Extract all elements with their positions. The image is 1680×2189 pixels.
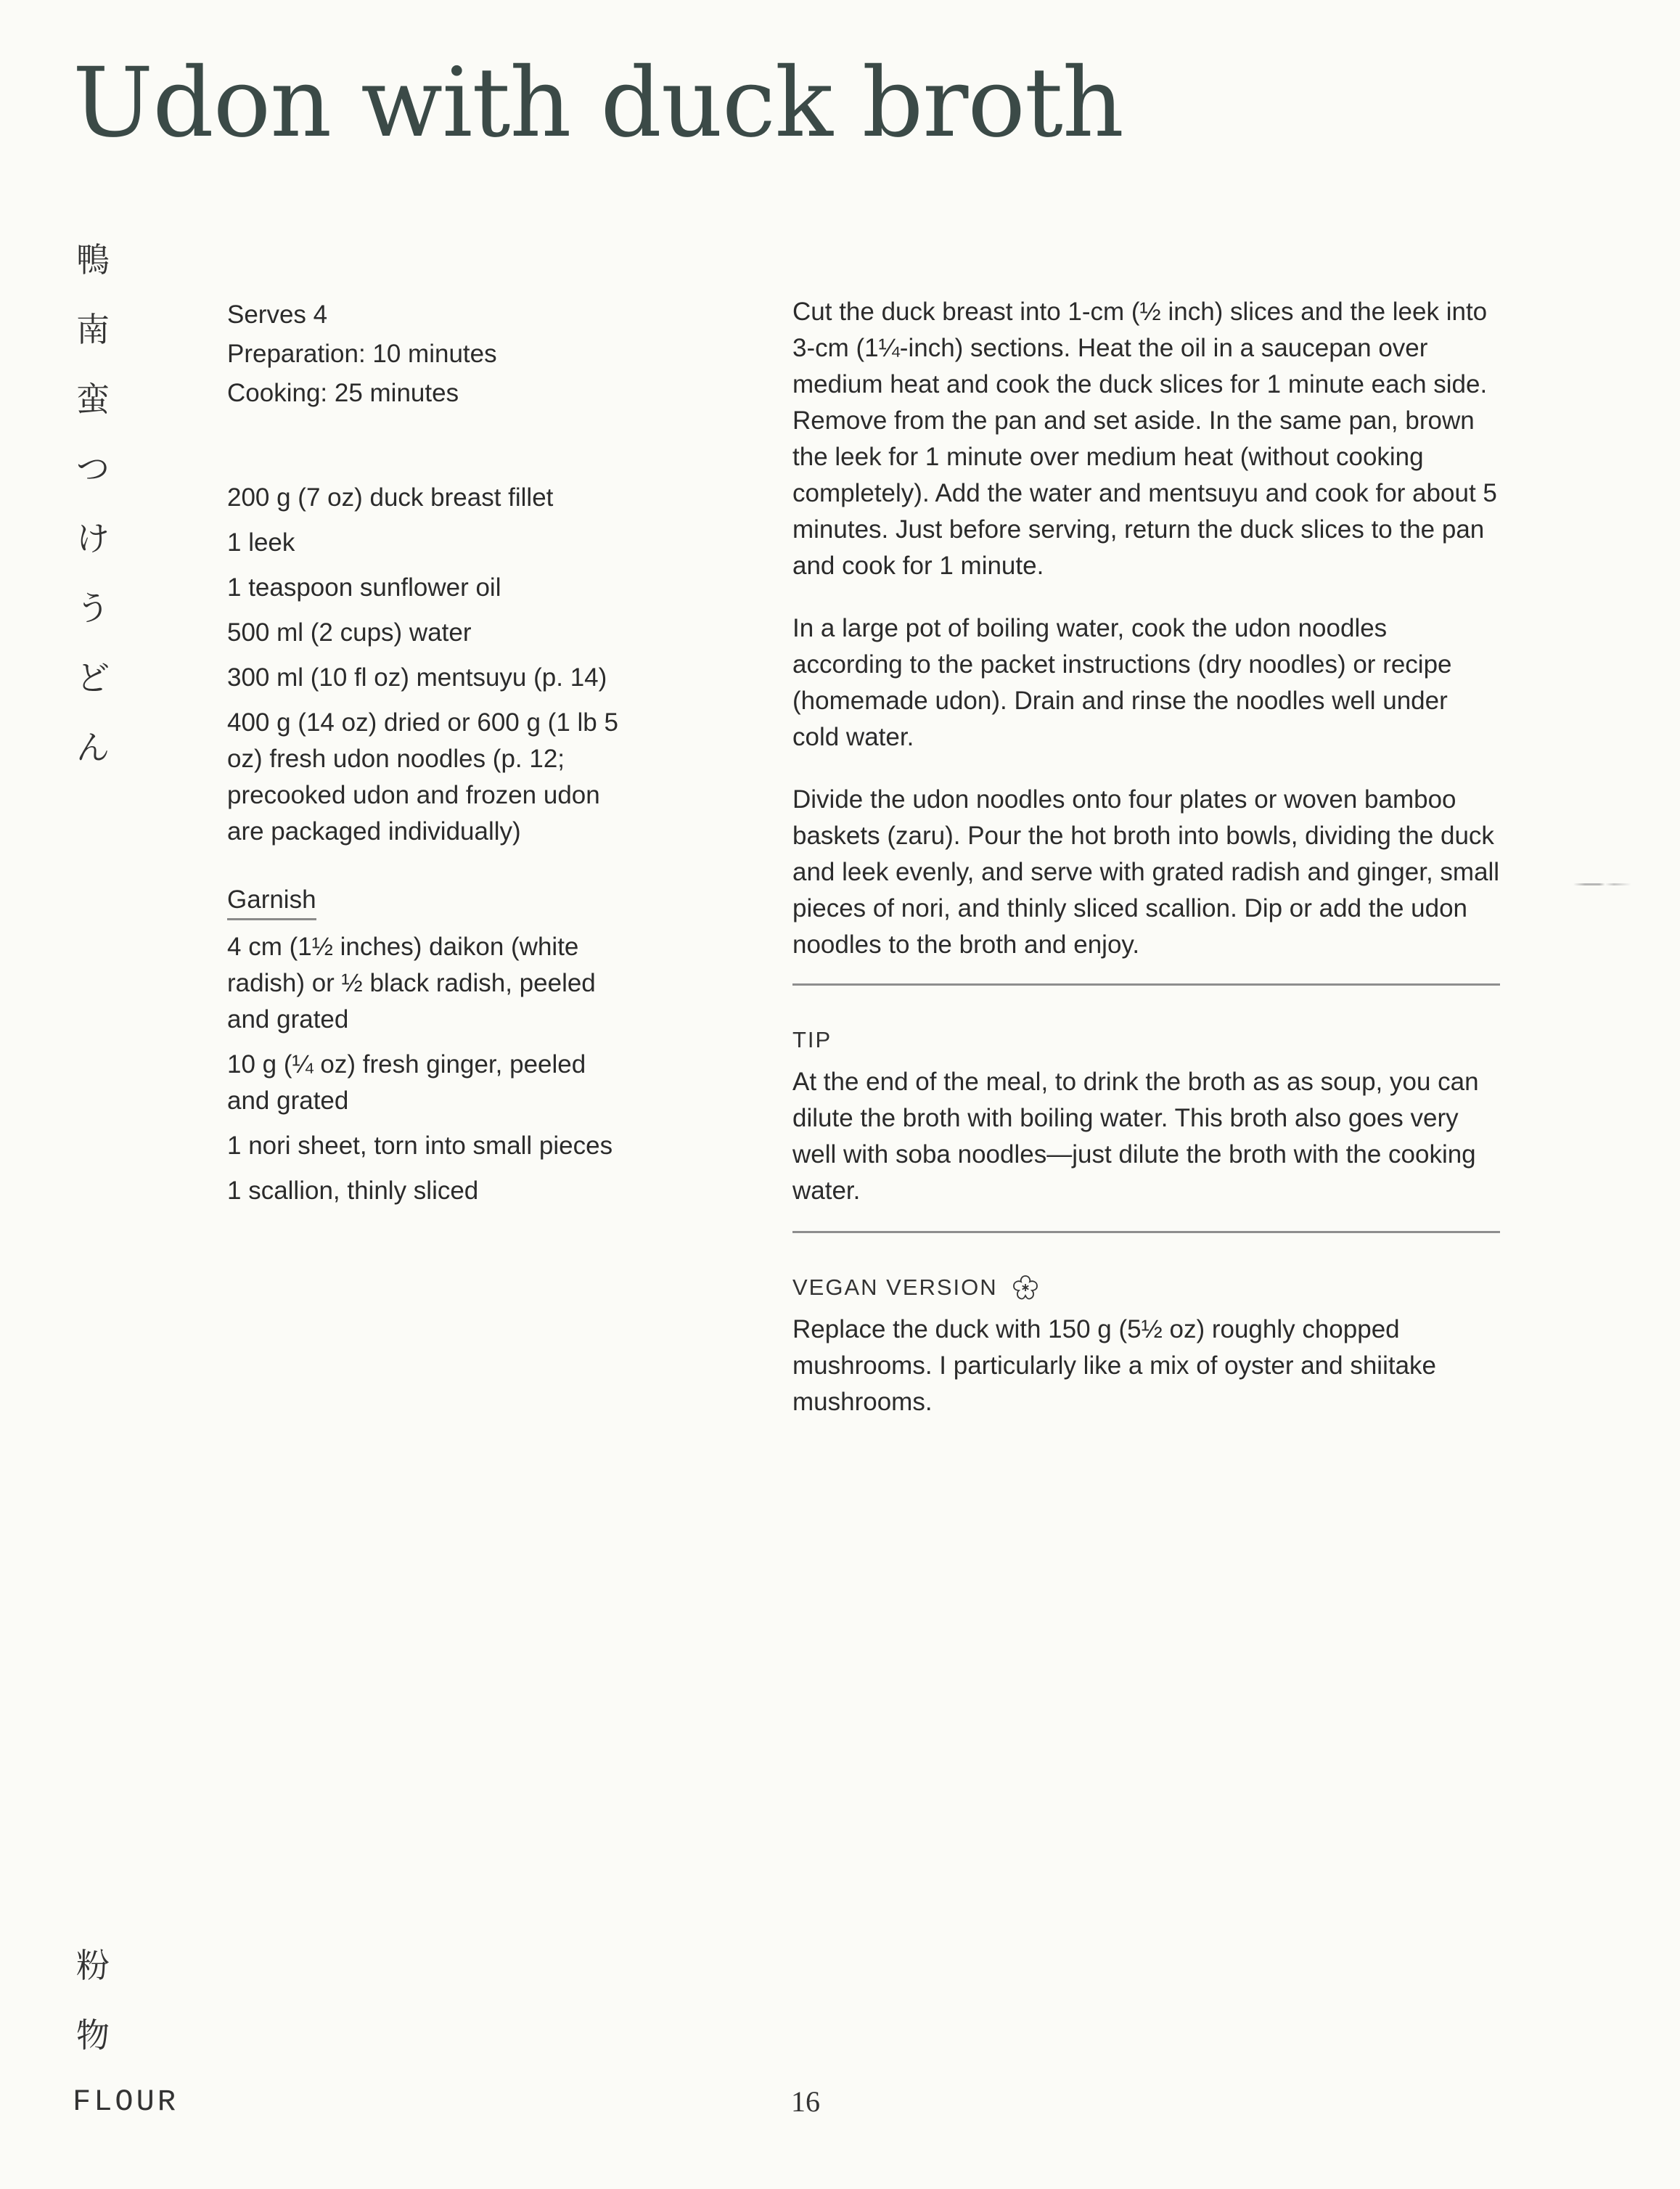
section-japanese-char: 粉 xyxy=(76,1946,110,1985)
method-step: Cut the duck breast into 1-cm (½ inch) slices and the leek into 3-cm (1¼-inch) sections. Heat the oil in a saucepan over medium heat and cook the duck slices for 1 minute each side. Remove from the pan and set aside. In the same pan, brown the leek for 1 minute over medium heat (without cooking completely). Add the water and mentsuyu and cook for about 5 minutes. Just before serving, return the duck slices to the pan and cook for 1 minute. xyxy=(792,298,1497,580)
garnish-item: 10 g (¼ oz) fresh ginger, peeled and grated xyxy=(227,1050,586,1115)
ingredient-list xyxy=(227,480,677,850)
ingredient-item: 300 ml (10 fl oz) mentsuyu (p. 14) xyxy=(227,663,607,692)
japanese-title-char: つ xyxy=(76,449,110,488)
japanese-title-char: う xyxy=(76,589,110,628)
divider xyxy=(792,1231,1500,1233)
japanese-title-char: け xyxy=(76,519,110,558)
tip-label-text: TIP xyxy=(792,1027,832,1052)
tip-label xyxy=(792,1022,1500,1058)
method-step: In a large pot of boiling water, cook the udon noodles according to the packet instructions (dry noodles) or recipe (homemade udon). Drain and rinse the noodles well under cold water. xyxy=(792,614,1452,751)
japanese-title-char: 蛮 xyxy=(76,380,110,419)
japanese-title-char: 南 xyxy=(76,310,110,349)
flower-icon xyxy=(1011,1273,1040,1302)
ingredient-item: 500 ml (2 cups) water xyxy=(227,618,472,647)
ingredient-item: 400 g (14 oz) dried or 600 g (1 lb 5 oz) fresh udon noodles (p. 12; precooked udon and frozen udon are packaged individually) xyxy=(227,708,618,846)
garnish-list xyxy=(227,929,677,1209)
ingredient-item: 1 teaspoon sunflower oil xyxy=(227,573,501,602)
page-number: 16 xyxy=(791,2085,820,2118)
preparation-time: Preparation: 10 minutes xyxy=(227,340,497,368)
vegan-text: Replace the duck with 150 g (5½ oz) roughly chopped mushrooms. I particularly like a mix of oyster and shiitake mushrooms. xyxy=(792,1315,1436,1416)
method-column xyxy=(792,294,1500,1442)
garnish-heading: Garnish xyxy=(227,882,316,920)
scan-artifact xyxy=(1573,883,1631,885)
garnish-item: 4 cm (1½ inches) daikon (white radish) or ½ black radish, peeled and grated xyxy=(227,933,596,1034)
ingredients-column xyxy=(227,295,677,1218)
vegan-version-label xyxy=(792,1269,1500,1306)
vegan-label-text: VEGAN VERSION xyxy=(792,1274,998,1300)
ingredient-item: 1 leek xyxy=(227,528,295,557)
garnish-item: 1 nori sheet, torn into small pieces xyxy=(227,1132,613,1160)
section-name: FLOUR xyxy=(73,2084,179,2119)
japanese-title-char: ん xyxy=(76,728,110,767)
japanese-title-vertical xyxy=(71,225,115,782)
section-japanese-char: 物 xyxy=(76,2016,110,2055)
method-step: Divide the udon noodles onto four plates or woven bamboo baskets (zaru). Pour the hot broth into bowls, dividing the duck and leek evenly, and serve with grated radish and ginger, small pieces of nori, and thinly sliced scallion. Dip or add the udon noodles to the broth and enjoy. xyxy=(792,785,1500,959)
recipe-meta xyxy=(227,295,677,413)
japanese-title-char: ど xyxy=(76,658,110,697)
garnish-item: 1 scallion, thinly sliced xyxy=(227,1177,479,1205)
tip-text: At the end of the meal, to drink the broth as as soup, you can dilute the broth with boiling water. This broth also goes very well with soba noodles—just dilute the broth with the cooking water. xyxy=(792,1068,1479,1205)
section-japanese-vertical xyxy=(71,1931,115,2070)
japanese-title-char: 鴨 xyxy=(76,240,110,279)
divider xyxy=(792,983,1500,986)
ingredient-item: 200 g (7 oz) duck breast fillet xyxy=(227,483,554,512)
page-title: Udon with duck broth xyxy=(73,47,1123,159)
serves-text: Serves 4 xyxy=(227,300,328,329)
cooking-time: Cooking: 25 minutes xyxy=(227,379,459,407)
